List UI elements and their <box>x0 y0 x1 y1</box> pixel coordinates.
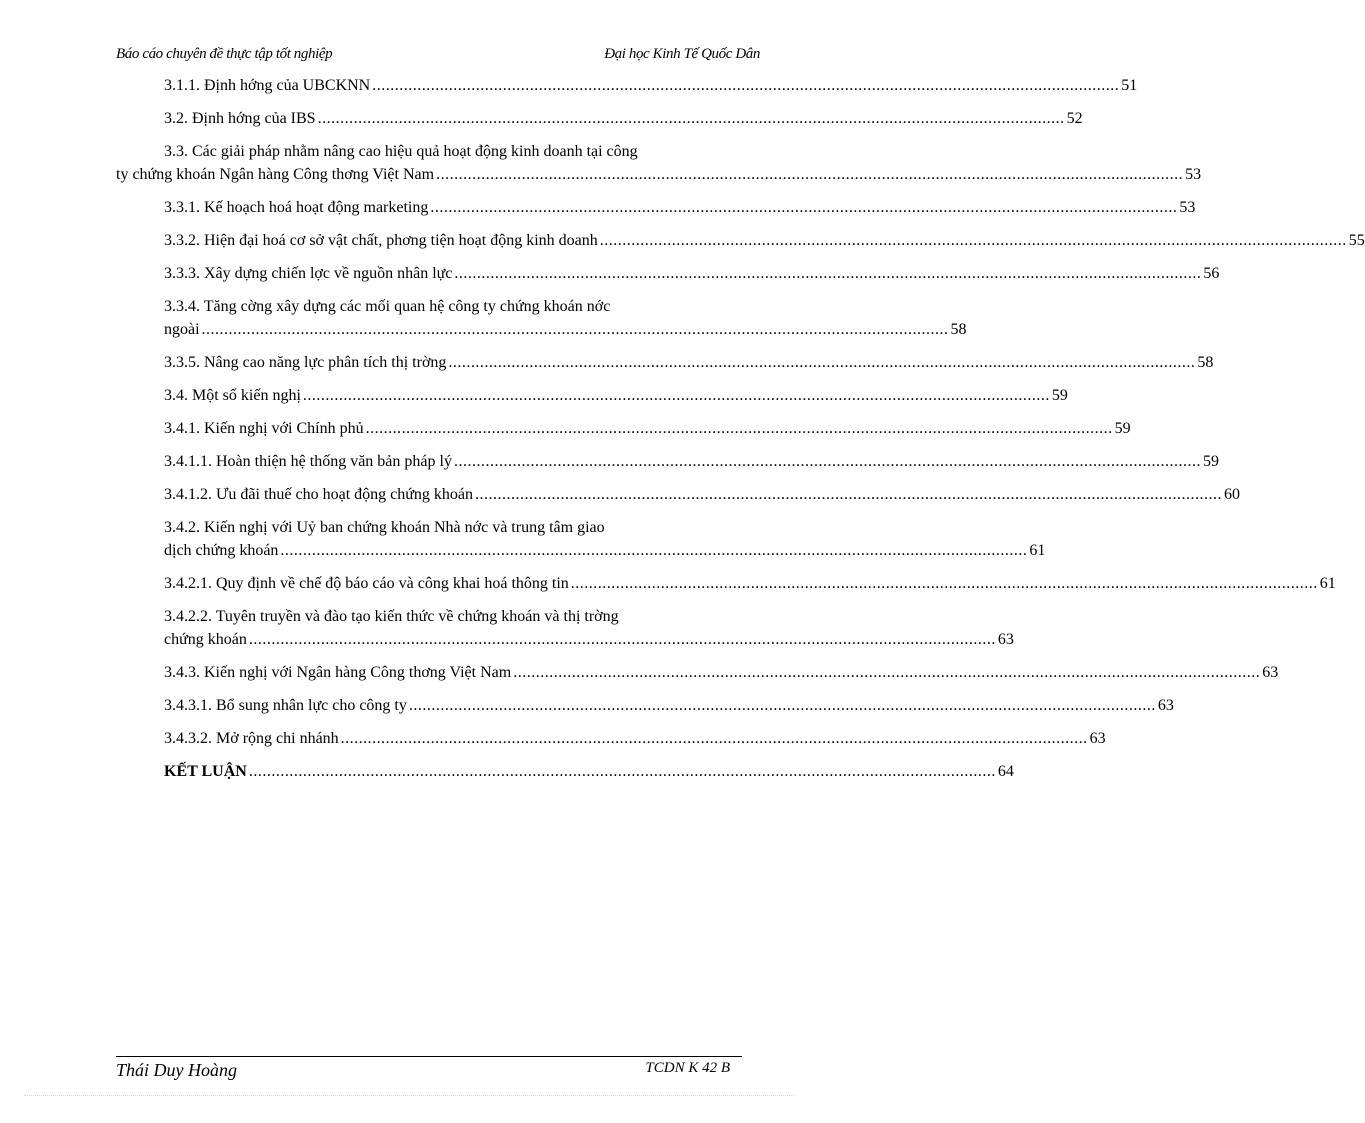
toc-page-number: 63 <box>1157 697 1174 714</box>
toc-leader-dots: ...................................................................................................................................................................... <box>372 77 1120 94</box>
footer-author: Thái Duy Hoàng <box>116 1060 237 1080</box>
toc-entry-text-cont: ty chứng khoán Ngân hàng Công thơng Việt Nam <box>116 166 435 183</box>
toc-entry <box>116 694 1174 717</box>
toc-page-number: 64 <box>997 763 1014 780</box>
toc-leader-dots: ...................................................................................................................................................................... <box>513 664 1261 681</box>
toc-entry-text: 3.3. Các giải pháp nhằm nâng cao hiệu quả hoạt động kinh doanh tại công <box>164 143 638 160</box>
page-header <box>116 46 760 63</box>
toc-entry-text: 3.4.2. Kiến nghị với Uỷ ban chứng khoán Nhà nớc và trung tâm giao <box>164 519 605 536</box>
toc-entry <box>116 262 1220 285</box>
toc-entry <box>116 450 1219 473</box>
toc-leader-dots: ...................................................................................................................................................................... <box>436 166 1184 183</box>
toc-page-number: 59 <box>1051 387 1068 404</box>
toc-entry-text: 3.2. Định hớng của IBS <box>164 110 316 127</box>
toc-leader-dots: ...................................................................................................................................................................... <box>430 199 1178 216</box>
toc-page-number: 53 <box>1179 199 1196 216</box>
toc-entry-text: 3.4.3.2. Mở rộng chi nhánh <box>164 730 339 747</box>
toc-leader-dots: ...................................................................................................................................................................... <box>248 763 996 780</box>
toc-leader-dots: ...................................................................................................................................................................... <box>365 420 1113 437</box>
toc-page-number: 58 <box>950 321 967 338</box>
toc-entry-text: 3.4.2.2. Tuyên truyền và đào tạo kiến thức về chứng khoán và thị trờng <box>164 608 619 625</box>
toc-entry-text: 3.4.1. Kiến nghị với Chính phủ <box>164 420 364 437</box>
toc-entry <box>116 516 1046 562</box>
toc-page-number: 61 <box>1029 542 1046 559</box>
toc-entry-text-cont: dịch chứng khoán <box>164 542 279 559</box>
toc-entry-text-cont: chứng khoán <box>164 631 247 648</box>
toc-entry <box>116 196 1196 219</box>
toc-entry <box>116 384 1068 407</box>
header-right: Đại học Kinh Tế Quốc Dân <box>604 46 760 62</box>
toc-entry-text: 3.3.4. Tăng cờng xây dựng các mối quan hệ công ty chứng khoán nớc <box>164 298 611 315</box>
toc-entry <box>116 107 1083 130</box>
toc-entry-text: 3.3.1. Kế hoạch hoá hoạt động marketing <box>164 199 429 216</box>
toc-entry-text: 3.4.1.2. Ưu đãi thuế cho hoạt động chứng khoán <box>164 486 474 503</box>
toc-entry-conclusion <box>116 760 1014 783</box>
toc-page-number: 59 <box>1202 453 1219 470</box>
toc-page-number: 55 <box>1348 232 1365 249</box>
toc-entry <box>116 229 1365 252</box>
toc-page-number: 56 <box>1203 265 1220 282</box>
toc-leader-dots: ...................................................................................................................................................................... <box>454 265 1202 282</box>
toc-entry <box>116 483 1241 506</box>
toc-entry-text: 3.3.2. Hiện đại hoá cơ sở vật chất, phơng tiện hoạt động kinh doanh <box>164 232 598 249</box>
toc-entry-text: 3.1.1. Định hớng của UBCKNN <box>164 77 371 94</box>
toc-leader-dots: ...................................................................................................................................................................... <box>599 232 1347 249</box>
toc-entry <box>116 140 1202 186</box>
toc-entry <box>116 661 1279 684</box>
toc-leader-dots: ...................................................................................................................................................................... <box>453 453 1201 470</box>
toc-page-number: 60 <box>1224 486 1241 503</box>
page-bottom-border <box>24 1095 794 1096</box>
toc-page-number: 52 <box>1066 110 1083 127</box>
toc-leader-dots: ...................................................................................................................................................................... <box>448 354 1196 371</box>
footer-divider <box>116 1056 742 1057</box>
toc-entry <box>116 572 1336 595</box>
toc-leader-dots: ...................................................................................................................................................................... <box>302 387 1050 404</box>
toc-entry-text: 3.3.5. Nâng cao năng lực phân tích thị trờng <box>164 354 447 371</box>
toc-leader-dots: ...................................................................................................................................................................... <box>570 575 1318 592</box>
toc-entry <box>116 727 1106 750</box>
toc-entry <box>116 417 1131 440</box>
toc-entry <box>116 74 1138 97</box>
toc-leader-dots: ...................................................................................................................................................................... <box>248 631 996 648</box>
toc-leader-dots: ...................................................................................................................................................................... <box>280 542 1028 559</box>
header-left: Báo cáo chuyên đề thực tập tốt nghiệp <box>116 46 333 62</box>
toc-entry-text: 3.4.3. Kiến nghị với Ngân hàng Công thơng Việt Nam <box>164 664 512 681</box>
page-footer <box>116 1060 756 1080</box>
toc-leader-dots: ...................................................................................................................................................................... <box>317 110 1065 127</box>
toc-page-number: 59 <box>1114 420 1131 437</box>
toc-entry-text: 3.4.2.1. Quy định về chế độ báo cáo và công khai hoá thông tin <box>164 575 569 592</box>
toc-entry-text: 3.3.3. Xây dựng chiến lợc về nguồn nhân lực <box>164 265 453 282</box>
toc-entry-text: KẾT LUẬN <box>164 763 247 780</box>
toc-entry-text: 3.4. Một số kiến nghị <box>164 387 301 404</box>
toc-entry-text: 3.4.3.1. Bổ sung nhân lực cho công ty <box>164 697 407 714</box>
toc-page-number: 51 <box>1121 77 1138 94</box>
toc-page-number: 61 <box>1319 575 1336 592</box>
toc-leader-dots: ...................................................................................................................................................................... <box>201 321 949 338</box>
footer-class: TCDN K 42 B <box>645 1060 730 1076</box>
toc-leader-dots: ...................................................................................................................................................................... <box>408 697 1156 714</box>
toc-entry-text-cont: ngoài <box>164 321 200 338</box>
toc-entry <box>116 351 1214 374</box>
toc-leader-dots: ...................................................................................................................................................................... <box>475 486 1223 503</box>
toc-page-number: 63 <box>1089 730 1106 747</box>
toc-page-number: 53 <box>1185 166 1202 183</box>
toc-page-number: 63 <box>997 631 1014 648</box>
toc-leader-dots: ...................................................................................................................................................................... <box>340 730 1088 747</box>
toc-entry <box>116 295 967 341</box>
toc-page-number: 63 <box>1262 664 1279 681</box>
table-of-contents <box>116 74 1365 793</box>
toc-page-number: 58 <box>1197 354 1214 371</box>
toc-entry-text: 3.4.1.1. Hoàn thiện hệ thống văn bản pháp lý <box>164 453 452 470</box>
toc-entry <box>116 605 1014 651</box>
